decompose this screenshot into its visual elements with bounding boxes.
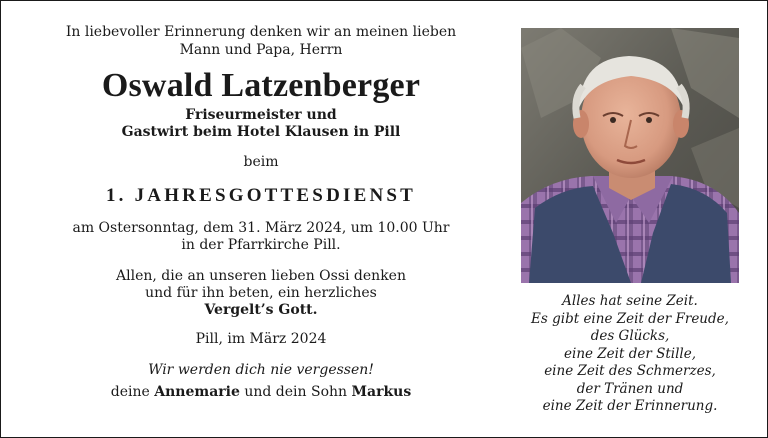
beim-text: beim xyxy=(243,154,279,170)
profession-line-2: Gastwirt beim Hotel Klausen in Pill xyxy=(121,124,401,140)
deceased-name: Oswald Latzenberger xyxy=(101,67,421,104)
signature-name-son: Markus xyxy=(351,384,412,400)
event-location-line: in der Pfarrkirche Pill. xyxy=(181,237,341,253)
event-title: 1. JAHRESGOTTESDIENST xyxy=(105,185,417,206)
poem-line: Es gibt eine Zeit der Freude, xyxy=(531,310,729,327)
poem xyxy=(501,293,759,416)
profession-line-1: Friseurmeister und xyxy=(185,107,337,123)
portrait-illustration xyxy=(521,28,739,283)
never-forget-text: Wir werden dich nie vergessen! xyxy=(148,362,374,378)
intro-line-2: Mann und Papa, Herrn xyxy=(179,42,343,58)
thanks-line-1: Allen, die an unseren lieben Ossi denken xyxy=(116,268,406,284)
thanks-line-2: und für ihn beten, ein herzliches xyxy=(145,285,377,301)
poem-line: des Glücks, xyxy=(590,328,670,344)
thanks-text xyxy=(43,268,479,319)
signature xyxy=(43,383,479,401)
poem-line: Alles hat seine Zeit. xyxy=(562,293,698,309)
announcement-text xyxy=(43,23,479,401)
profession xyxy=(43,107,479,141)
signature-middle: und dein Sohn xyxy=(244,384,348,400)
portrait-photo xyxy=(521,28,739,283)
event-date-line: am Ostersonntag, dem 31. März 2024, um 10.00 Uhr xyxy=(72,220,450,236)
signature-prefix: deine xyxy=(110,384,150,400)
signature-name-wife: Annemarie xyxy=(154,384,240,400)
poem-line: der Tränen und xyxy=(576,380,684,397)
poem-line: eine Zeit des Schmerzes, xyxy=(544,363,716,379)
poem-line: eine Zeit der Erinnerung. xyxy=(542,398,718,414)
poem-line: eine Zeit der Stille, xyxy=(564,345,696,362)
intro-line-1: In liebevoller Erinnerung denken wir an meinen lieben xyxy=(65,24,457,40)
event-details xyxy=(43,220,479,254)
place-date: Pill, im März 2024 xyxy=(195,331,327,347)
intro-text xyxy=(43,23,479,59)
thanks-line-3: Vergelt’s Gott. xyxy=(204,302,318,318)
